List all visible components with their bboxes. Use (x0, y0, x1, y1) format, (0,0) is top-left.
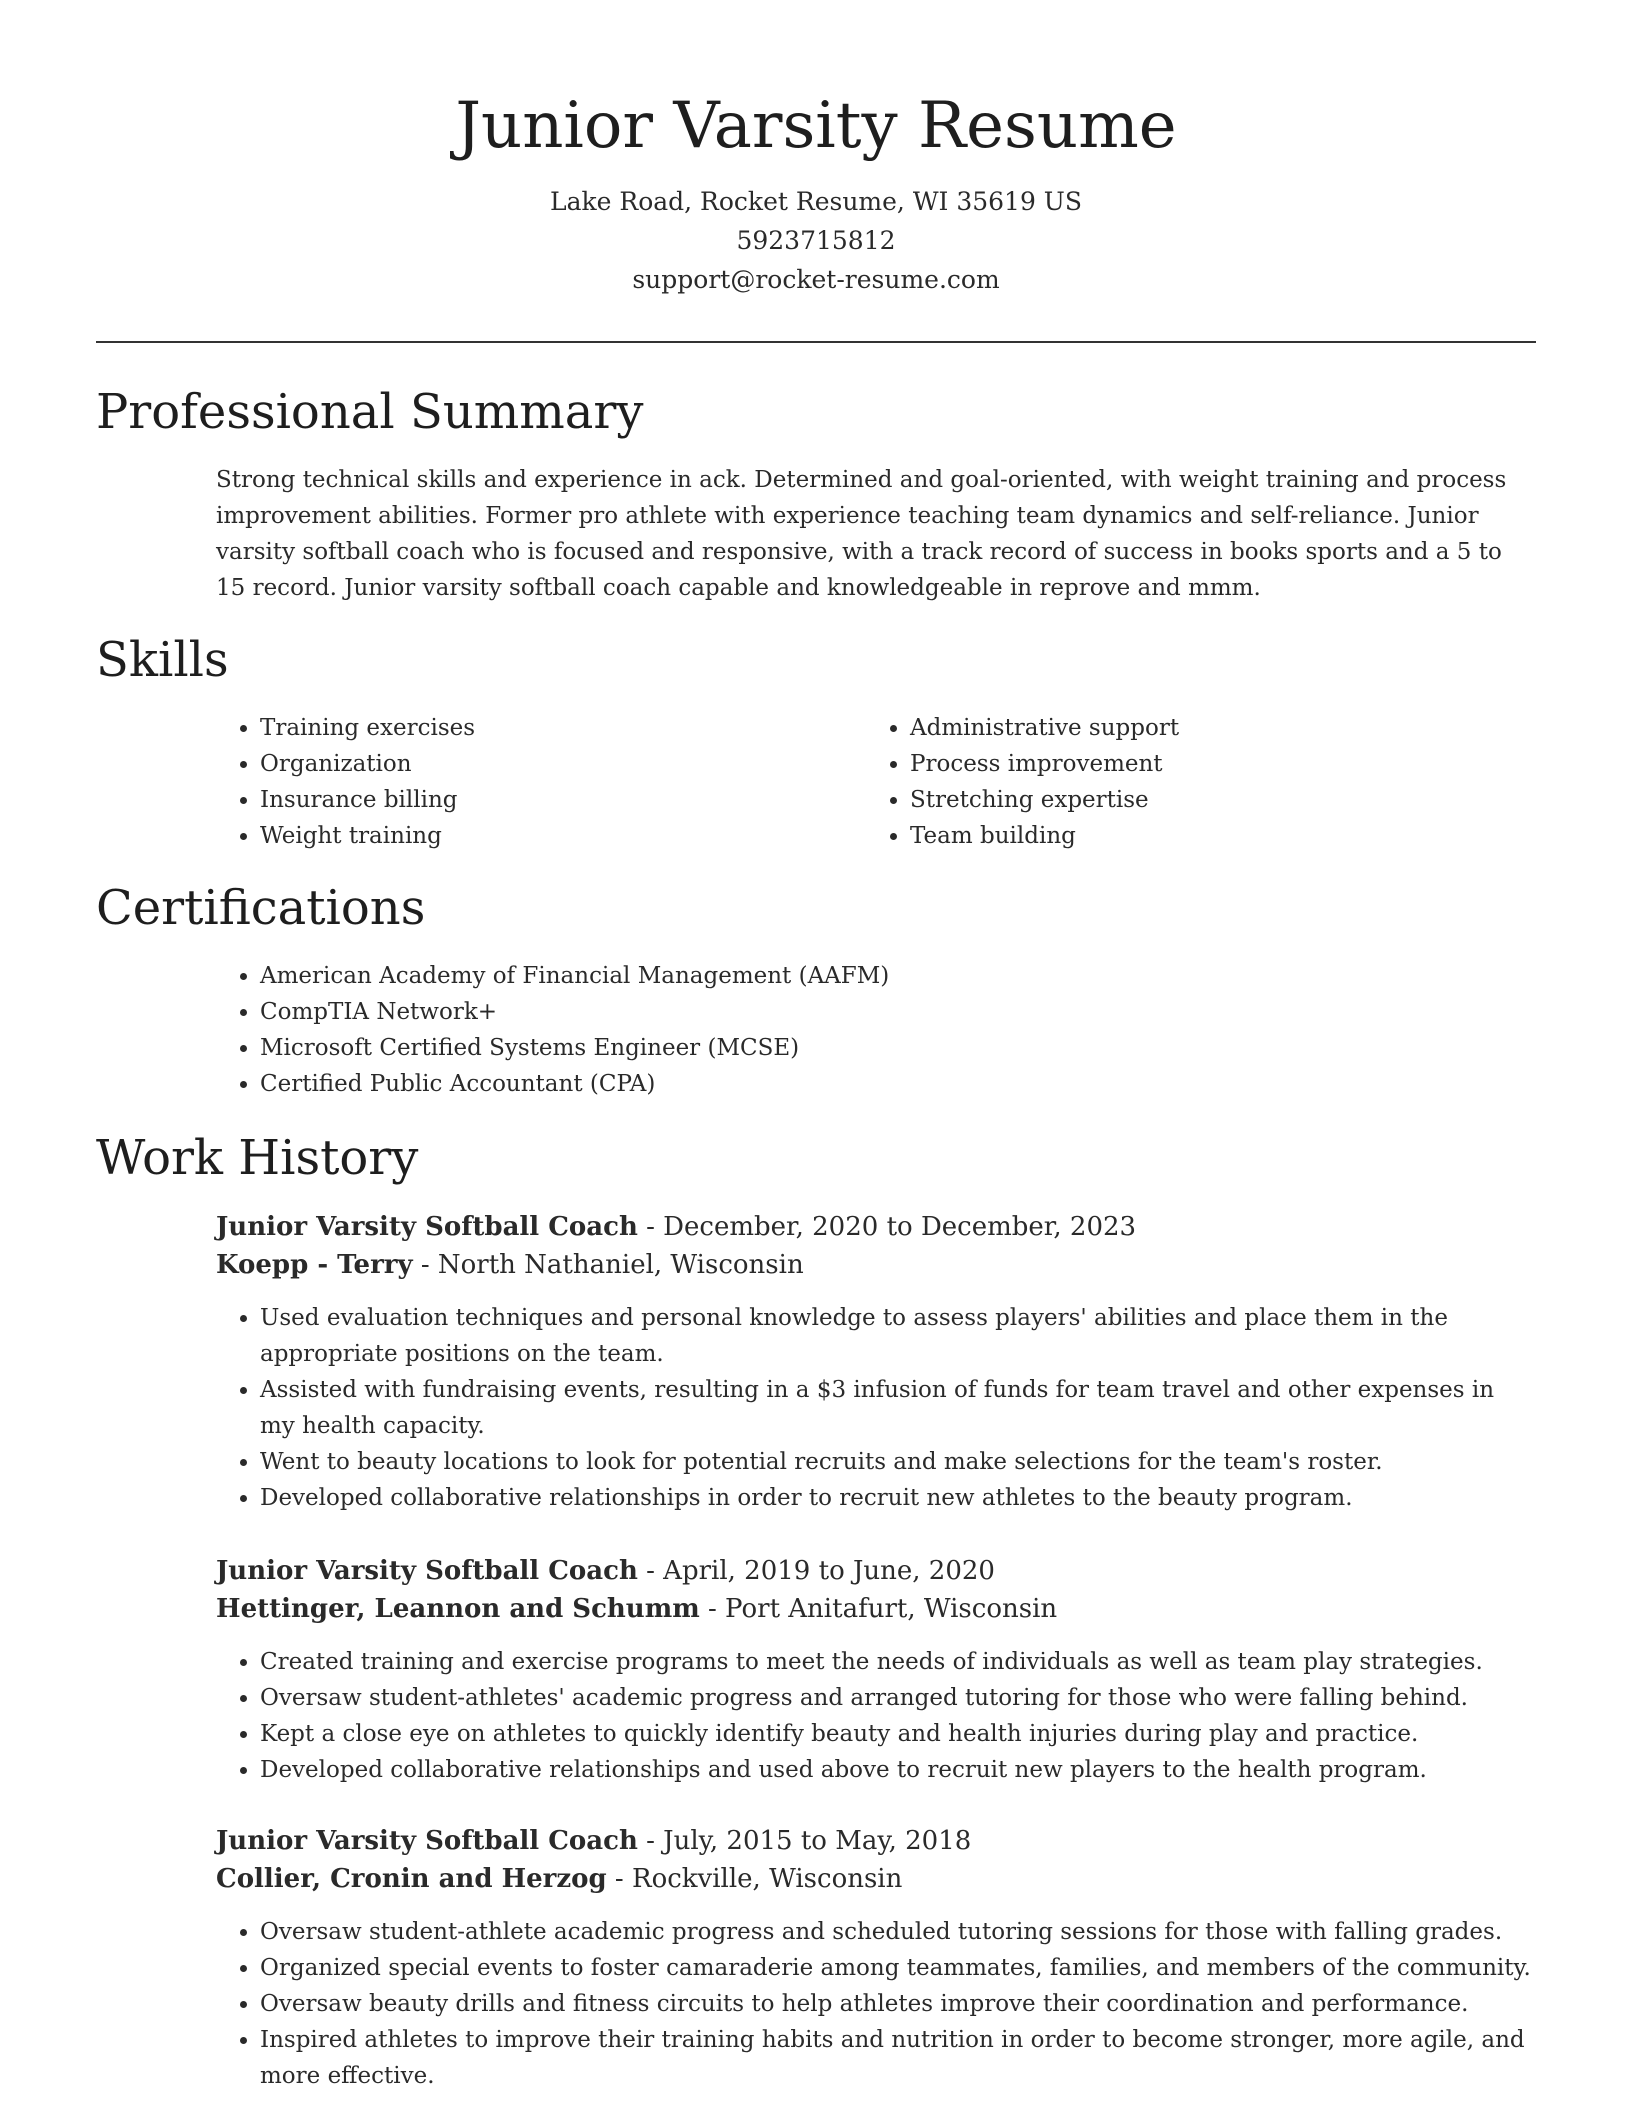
skill-item: • Administrative support (910, 710, 1466, 746)
job-bullet: • Created training and exercise programs to meet the needs of individuals as well as team play strategies. (260, 1644, 1536, 1680)
job-entry (216, 1208, 1536, 1516)
job-company-line (216, 1246, 1536, 1284)
job-title-line (216, 1208, 1536, 1246)
job-company: Collier, Cronin and Herzog (216, 1864, 607, 1894)
job-bullets (216, 1644, 1536, 1788)
certification-item: • Certified Public Accountant (CPA) (260, 1066, 1516, 1102)
certification-item: • CompTIA Network+ (260, 994, 1516, 1030)
skills-heading: Skills (96, 632, 229, 688)
job-company: Hettinger, Leannon and Schumm (216, 1594, 700, 1624)
job-location: - North Nathaniel, Wisconsin (412, 1250, 804, 1280)
certifications-list (216, 958, 1516, 1102)
job-entry (216, 1552, 1536, 1788)
job-company-line (216, 1590, 1536, 1628)
certification-item: • Microsoft Certified Systems Engineer (MCSE) (260, 1030, 1516, 1066)
summary-text: Strong technical skills and experience in ack. Determined and goal-oriented, with weight training and process improvement abilities. Former pro athlete with experience teaching team dynamics and self-reliance. Junior varsity softball coach who is focused and responsive, with a track record of success in books sports and a 5 to 15 record. Junior varsity softball coach capable and knowledgeable in reprove and mmm. (216, 467, 1507, 601)
job-bullet: • Developed collaborative relationships in order to recruit new athletes to the beauty program. (260, 1480, 1536, 1516)
work-history-heading: Work History (96, 1130, 419, 1186)
job-role: Junior Varsity Softball Coach (216, 1212, 638, 1242)
job-entry (216, 1822, 1536, 2094)
summary-heading: Professional Summary (96, 384, 644, 440)
contact-block (0, 182, 1632, 299)
job-bullet: • Oversaw student-athletes' academic progress and arranged tutoring for those who were falling behind. (260, 1680, 1536, 1716)
job-dates: - December, 2020 to December, 2023 (637, 1212, 1137, 1242)
certification-item: • American Academy of Financial Management (AAFM) (260, 958, 1516, 994)
skills-column-right (866, 710, 1466, 854)
job-bullets (216, 1914, 1536, 2094)
job-bullet: • Kept a close eye on athletes to quickly identify beauty and health injuries during play and practice. (260, 1716, 1536, 1752)
job-location: - Port Anitafurt, Wisconsin (699, 1594, 1058, 1624)
skill-item: • Organization (260, 746, 816, 782)
resume-header (0, 84, 1632, 299)
skill-item: • Team building (910, 818, 1466, 854)
job-title-line (216, 1552, 1536, 1590)
header-divider (96, 341, 1536, 343)
skill-item: • Training exercises (260, 710, 816, 746)
contact-address: Lake Road, Rocket Resume, WI 35619 US (549, 187, 1083, 216)
job-bullet: • Oversaw beauty drills and fitness circuits to help athletes improve their coordination and performance. (260, 1986, 1536, 2022)
contact-phone: 5923715812 (736, 226, 896, 255)
contact-email: support@rocket-resume.com (632, 265, 1000, 294)
job-dates: - July, 2015 to May, 2018 (637, 1826, 972, 1856)
skill-item: • Insurance billing (260, 782, 816, 818)
skills-column-left (216, 710, 816, 854)
job-bullet: • Assisted with fundraising events, resulting in a $3 infusion of funds for team travel and other expenses in my health capacity. (260, 1372, 1536, 1444)
job-bullet: • Oversaw student-athlete academic progress and scheduled tutoring sessions for those with falling grades. (260, 1914, 1536, 1950)
skill-item: • Weight training (260, 818, 816, 854)
job-bullet: • Inspired athletes to improve their training habits and nutrition in order to become stronger, more agile, and more effective. (260, 2022, 1536, 2094)
job-bullet: • Went to beauty locations to look for potential recruits and make selections for the team's roster. (260, 1444, 1536, 1480)
job-company-line (216, 1860, 1536, 1898)
job-title-line (216, 1822, 1536, 1860)
resume-name: Junior Varsity Resume (455, 89, 1177, 163)
job-bullet: • Organized special events to foster camaraderie among teammates, families, and members of the community. (260, 1950, 1536, 1986)
certifications-heading: Certifications (96, 880, 426, 936)
skill-item: • Process improvement (910, 746, 1466, 782)
job-location: - Rockville, Wisconsin (606, 1864, 903, 1894)
job-role: Junior Varsity Softball Coach (216, 1826, 638, 1856)
job-dates: - April, 2019 to June, 2020 (637, 1556, 995, 1586)
job-bullet: • Developed collaborative relationships and used above to recruit new players to the health program. (260, 1752, 1536, 1788)
job-role: Junior Varsity Softball Coach (216, 1556, 638, 1586)
job-bullet: • Used evaluation techniques and personal knowledge to assess players' abilities and place them in the appropriate positions on the team. (260, 1300, 1536, 1372)
skill-item: • Stretching expertise (910, 782, 1466, 818)
job-company: Koepp - Terry (216, 1250, 413, 1280)
job-bullets (216, 1300, 1536, 1516)
